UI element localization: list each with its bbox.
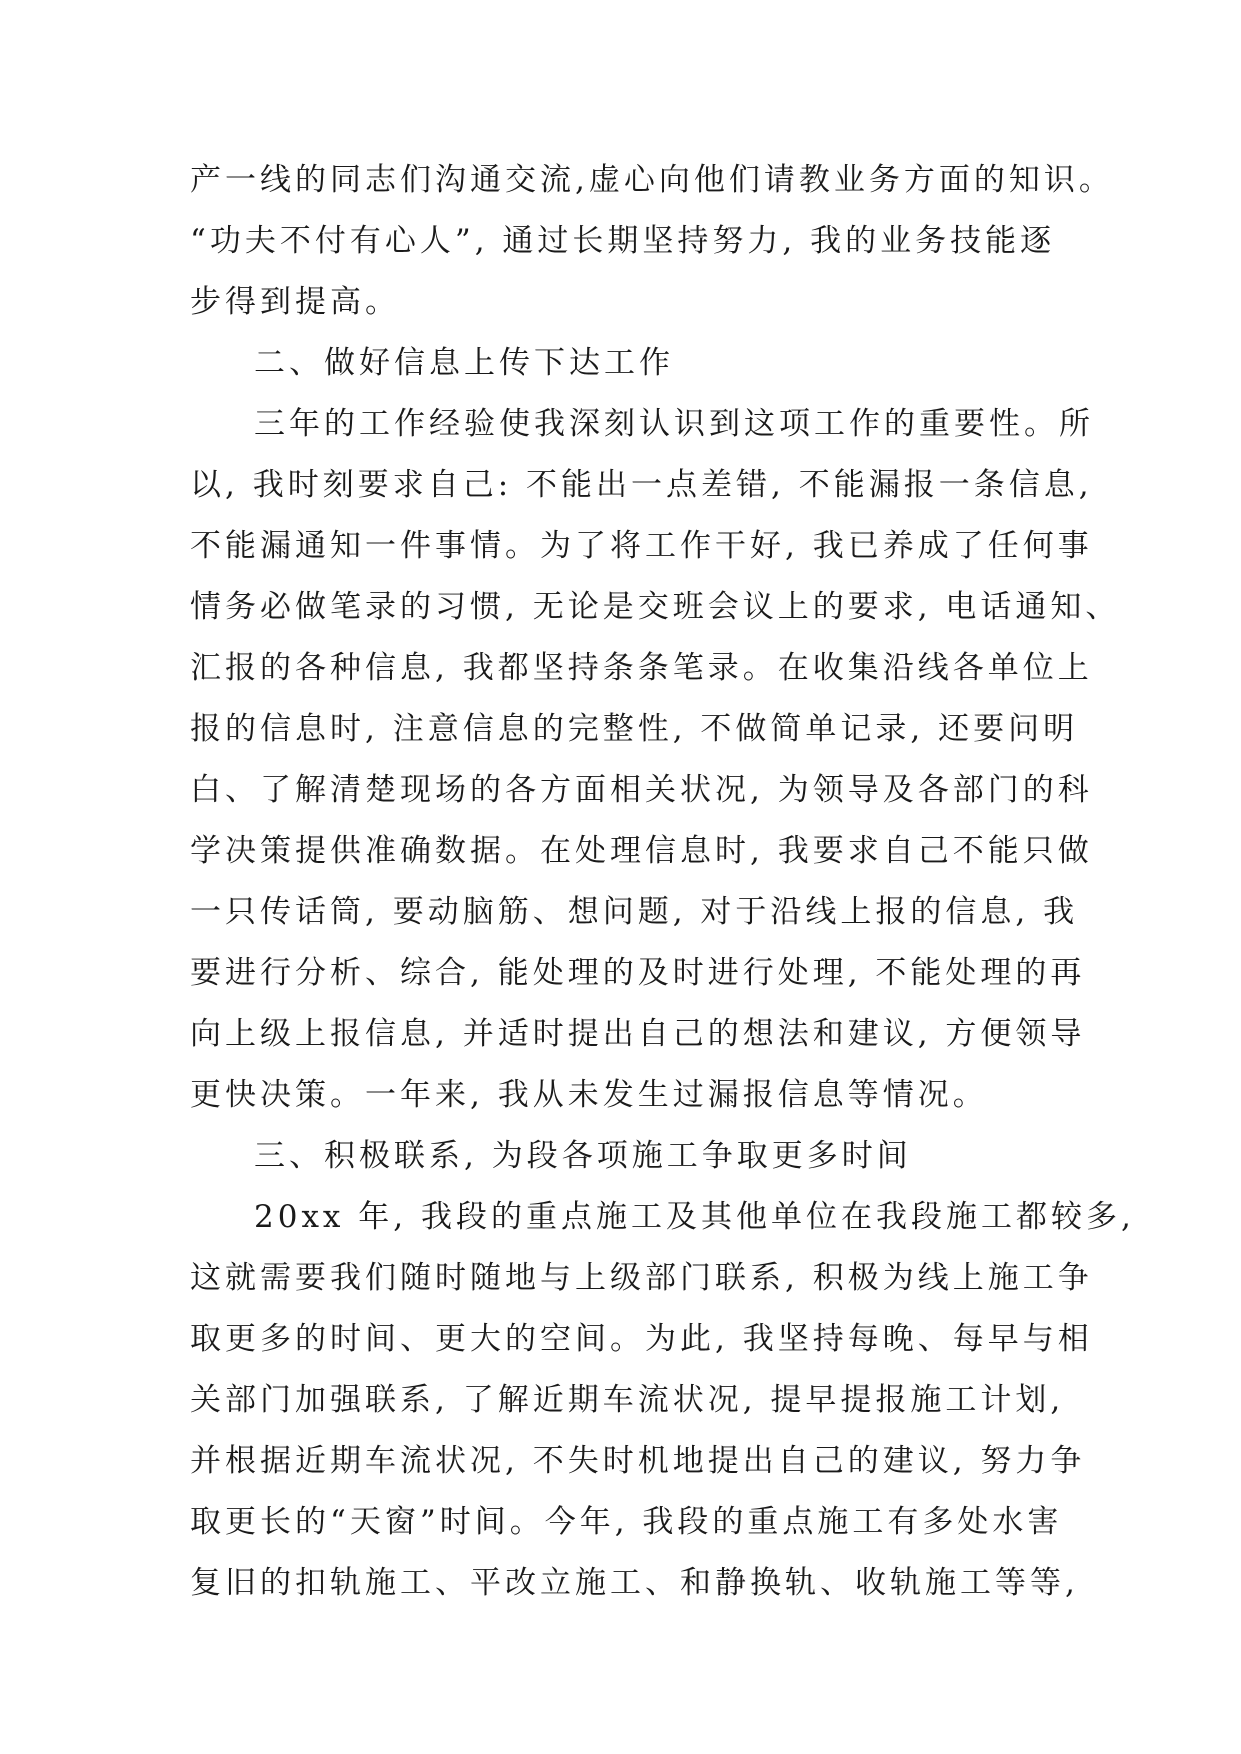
text-line: 学决策提供准确数据。在处理信息时, 我要求自己不能只做 [190,833,1093,869]
text-line: 这就需要我们随时随地与上级部门联系, 积极为线上施工争 [190,1260,1093,1296]
text-line: 并根据近期车流状况, 不失时机地提出自己的建议, 努力争 [190,1443,1086,1479]
paragraph-start: 三年的工作经验使我深刻认识到这项工作的重要性。所 [254,406,1094,442]
text-line: 取更长的“天窗”时间。今年, 我段的重点施工有多处水害 [190,1504,1063,1540]
text-line: 汇报的各种信息, 我都坚持条条笔录。在收集沿线各单位上 [190,650,1093,686]
text-line: 复旧的扣轨施工、平改立施工、和静换轨、收轨施工等等, [190,1565,1079,1601]
text-line: 取更多的时间、更大的空间。为此, 我坚持每晚、每早与相 [190,1321,1093,1357]
text-line: 情务必做笔录的习惯, 无论是交班会议上的要求, 电话通知、 [190,589,1121,625]
section-heading: 二、做好信息上传下达工作 [254,345,674,381]
text-line: 产一线的同志们沟通交流,虚心向他们请教业务方面的知识。 [190,162,1114,198]
text-line: 向上级上报信息, 并适时提出自己的想法和建议, 方便领导 [190,1016,1086,1052]
text-line: 步得到提高。 [190,284,400,320]
paragraph-start: 20xx 年, 我段的重点施工及其他单位在我段施工都较多, [254,1199,1135,1235]
text-line: 以, 我时刻要求自己: 不能出一点差错, 不能漏报一条信息, [190,467,1093,503]
text-line: 要进行分析、综合, 能处理的及时进行处理, 不能处理的再 [190,955,1086,991]
text-line: 报的信息时, 注意信息的完整性, 不做简单记录, 还要问明 [190,711,1079,747]
text-line: 白、了解清楚现场的各方面相关状况, 为领导及各部门的科 [190,772,1093,808]
body-text [190,150,1135,1614]
text-line: 更快决策。一年来, 我从未发生过漏报信息等情况。 [190,1077,988,1113]
text-line: “功夫不付有心人”, 通过长期坚持努力, 我的业务技能逐 [190,223,1056,259]
text-line: 关部门加强联系, 了解近期车流状况, 提早提报施工计划, [190,1382,1065,1418]
text-line: 一只传话筒, 要动脑筋、想问题, 对于沿线上报的信息, 我 [190,894,1079,930]
section-heading: 三、积极联系, 为段各项施工争取更多时间 [254,1138,912,1174]
text-line: 不能漏通知一件事情。为了将工作干好, 我已养成了任何事 [190,528,1093,564]
